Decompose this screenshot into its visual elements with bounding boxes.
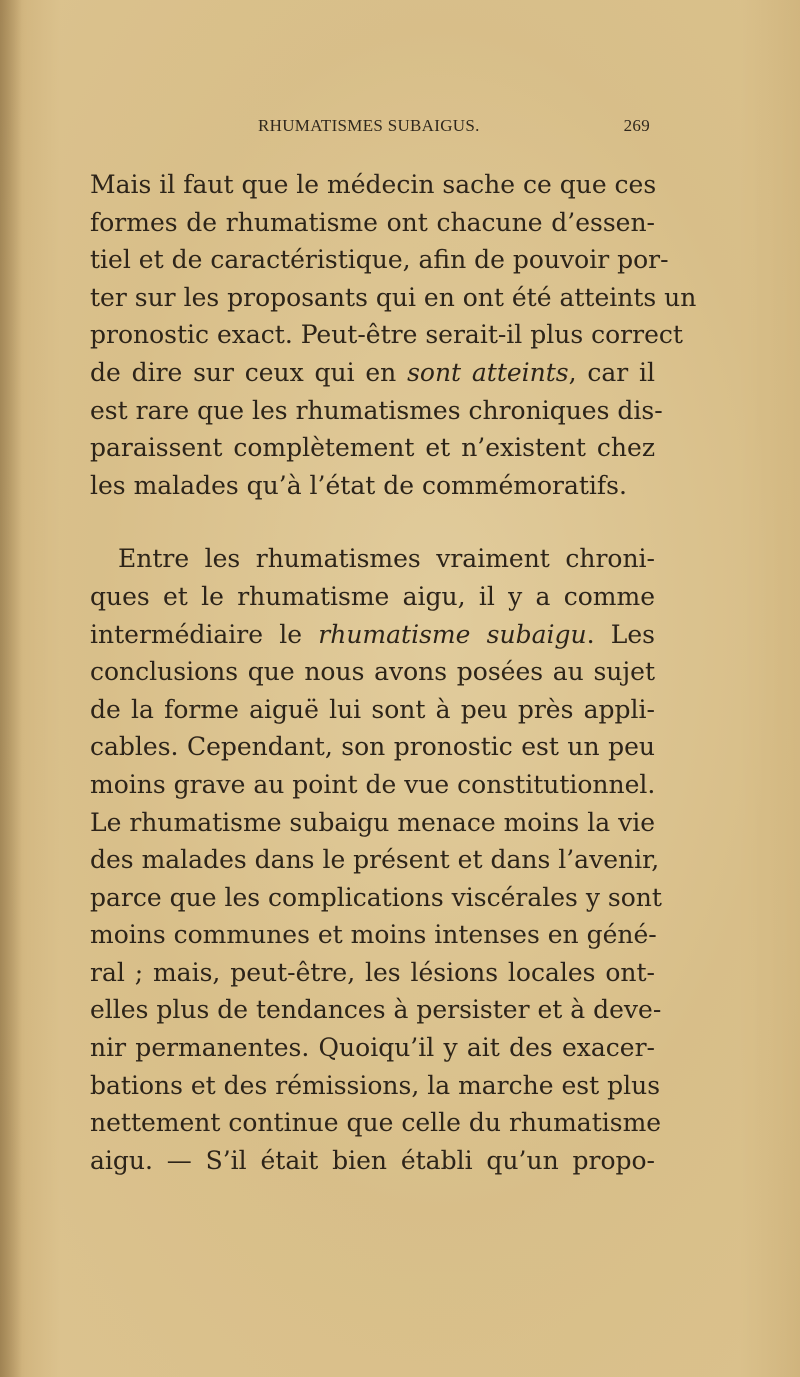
text-line: de la forme aiguë lui sont à peu près appli- [90, 694, 655, 724]
page-number: 269 [623, 116, 650, 135]
text-line: conclusions que nous avons posées au sujet [90, 657, 655, 687]
text-line: Entre les rhumatismes vraiment chroni- [118, 544, 655, 574]
italic-phrase: rhumatisme subaigu [318, 619, 587, 649]
text-line [90, 616, 655, 654]
text-line: aigu. — S’il était bien établi qu’un propo- [90, 1145, 655, 1175]
text-line: est rare que les rhumatismes chroniques dis- [90, 395, 663, 425]
text-line: parce que les complications viscérales y sont [90, 882, 662, 912]
text-line: les malades qu’à l’état de commémoratifs. [90, 470, 627, 500]
text-line: paraissent complètement et n’existent chez [90, 433, 655, 463]
text-line: des malades dans le présent et dans l’avenir, [90, 845, 660, 875]
text-line [90, 354, 655, 392]
text-line: formes de rhumatisme ont chacune d’essen- [90, 207, 655, 237]
text-line: pronostic exact. Peut-être serait-il plus correct [90, 320, 683, 350]
body-text [90, 166, 697, 1179]
text-line: Le rhumatisme subaigu menace moins la vie [90, 807, 655, 837]
text-segment: de dire sur ceux qui en [90, 357, 408, 387]
text-line: moins grave au point de vue constitutionnel. [90, 769, 656, 799]
text-line: bations et des rémissions, la marche est plus [90, 1070, 661, 1100]
text-line: cables. Cependant, son pronostic est un peu [90, 732, 655, 762]
text-line: elles plus de tendances à persister et à deve- [90, 995, 662, 1025]
text-line: nettement continue que celle du rhumatisme [90, 1108, 662, 1138]
text-line: ral ; mais, peut-être, les lésions locales ont- [90, 957, 655, 987]
text-line: ter sur les proposants qui en ont été atteints un [90, 282, 697, 312]
text-segment: intermédiaire le [90, 619, 319, 649]
text-line: moins communes et moins intenses en géné- [90, 920, 657, 950]
paragraph-gap [90, 504, 655, 540]
running-head [258, 116, 650, 140]
text-line: tiel et de caractéristique, afin de pouvoir por- [90, 245, 669, 275]
text-line: nir permanentes. Quoiqu’il y ait des exacer- [90, 1033, 655, 1063]
text-segment: . Les [586, 619, 655, 649]
italic-phrase: sont atteints [407, 357, 569, 387]
text-segment: , car il [568, 357, 655, 387]
text-line: Mais il faut que le médecin sache ce que ces [90, 170, 657, 199]
chapter-title: RHUMATISMES SUBAIGUS. [258, 116, 480, 135]
text-line: ques et le rhumatisme aigu, il y a comme [90, 581, 655, 611]
